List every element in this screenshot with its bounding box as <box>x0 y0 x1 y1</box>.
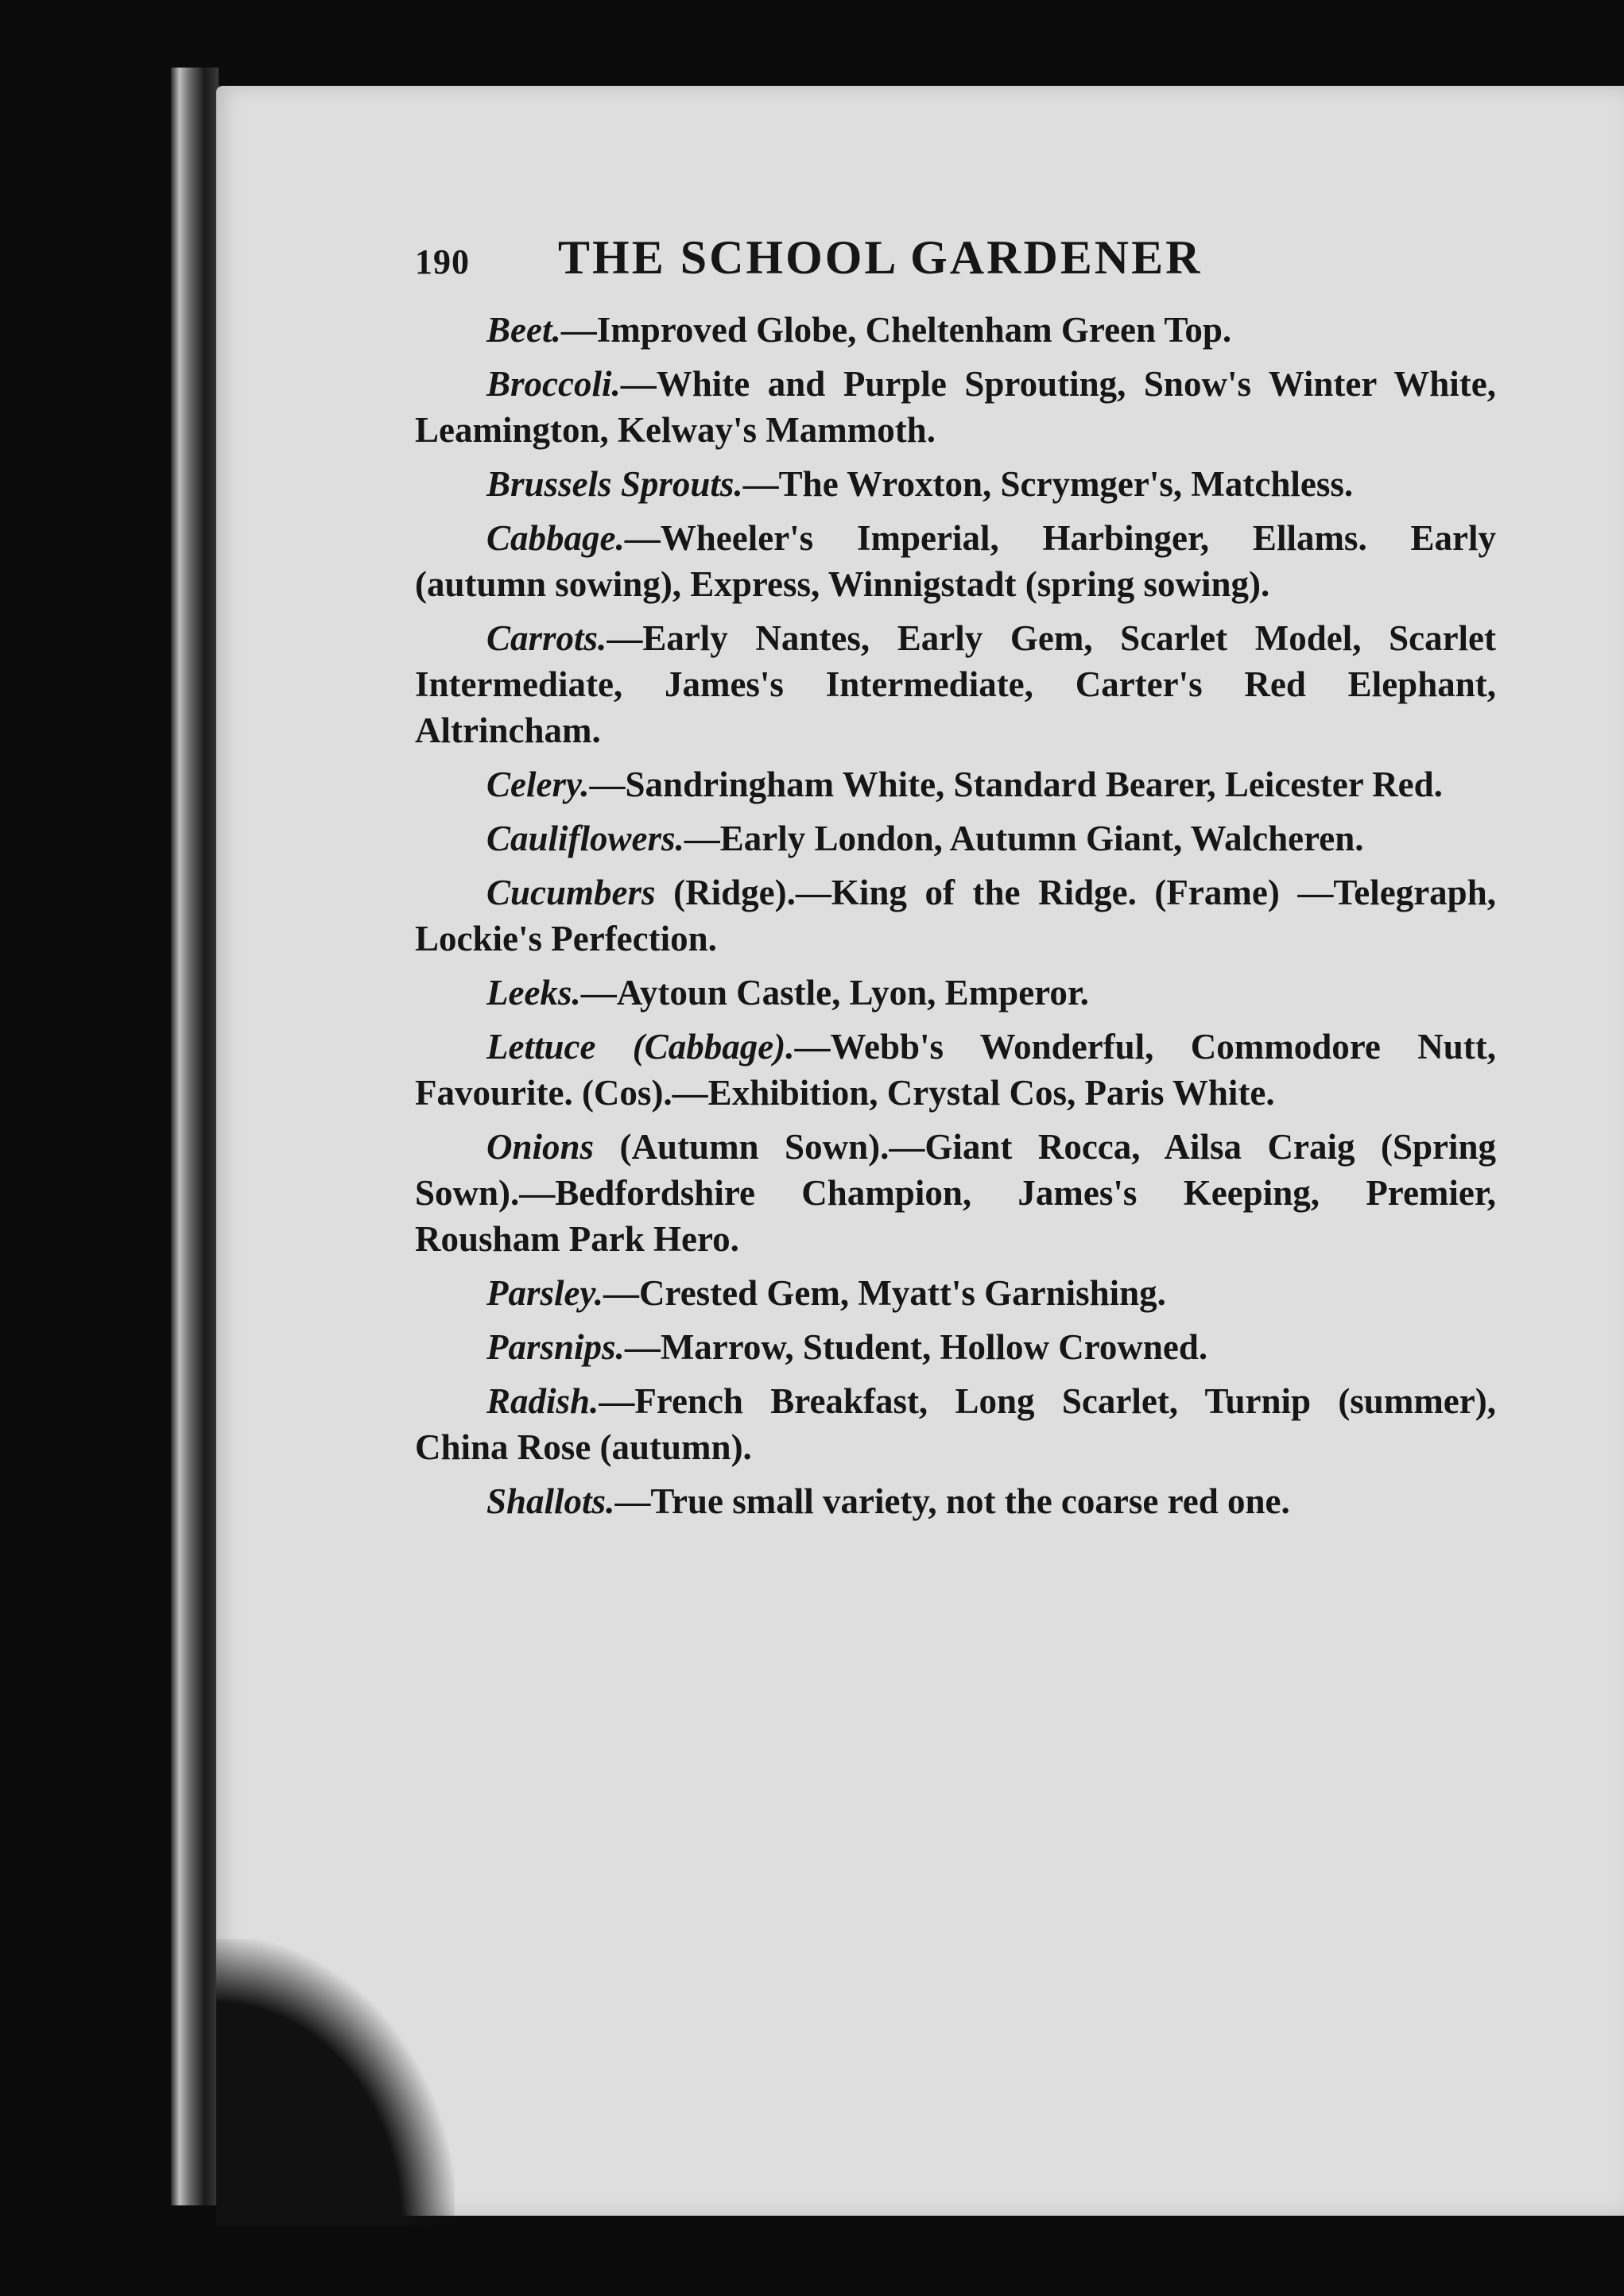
entry-varieties: —Early London, Autumn Giant, Walcheren. <box>684 819 1364 858</box>
vegetable-entry-cabbage <box>415 515 1496 607</box>
entry-name: Cucumbers <box>486 873 656 912</box>
entry-name: Brussels Sprouts. <box>486 464 743 504</box>
vegetable-entry-broccoli <box>415 361 1496 453</box>
page-title: THE SCHOOL GARDENER <box>558 231 1203 284</box>
entry-varieties: —Webb's Wonderful, Commodore Nutt, Favourite. (Cos).—Exhibition, Crystal Cos, Paris White. <box>415 1027 1496 1113</box>
entry-name: Radish. <box>486 1381 599 1421</box>
entry-name: Cabbage. <box>486 518 625 558</box>
entry-name: Parsley. <box>486 1273 604 1313</box>
entry-name: Celery. <box>486 765 590 804</box>
entry-varieties: (Autumn Sown).—Giant Rocca, Ailsa Craig (Spring Sown).—Bedfordshire Champion, James's Keeping, Premier, Rousham Park Hero. <box>415 1127 1496 1259</box>
vegetable-entry-beet <box>415 307 1496 353</box>
entry-varieties: —Early Nantes, Early Gem, Scarlet Model, Scarlet Intermediate, James's Intermediate, Carter's Red Elephant, Altrincham. <box>415 618 1496 750</box>
vegetable-entry-leeks <box>415 970 1496 1016</box>
entry-varieties: —Improved Globe, Cheltenham Green Top. <box>560 310 1232 350</box>
entry-name: Parsnips. <box>486 1327 625 1367</box>
page-corner-shadow <box>216 1939 455 2225</box>
entry-name: Broccoli. <box>486 364 621 404</box>
vegetable-entry-parsley <box>415 1270 1496 1316</box>
entry-name: Leeks. <box>486 973 581 1012</box>
entry-varieties: —Wheeler's Imperial, Harbinger, Ellams. Early (autumn sowing), Express, Winnigstadt (spring sowing). <box>415 518 1496 604</box>
entry-name: Lettuce (Cabbage). <box>486 1027 795 1067</box>
vegetable-entry-onions <box>415 1124 1496 1262</box>
running-head <box>415 230 1496 304</box>
entry-varieties: —White and Purple Sprouting, Snow's Winter White, Leamington, Kelway's Mammoth. <box>415 364 1496 450</box>
entry-name: Beet. <box>486 310 561 350</box>
entry-name: Cauliflowers. <box>486 819 684 858</box>
entry-varieties: —Marrow, Student, Hollow Crowned. <box>624 1327 1208 1367</box>
vegetable-entry-cucumbers <box>415 869 1496 962</box>
vegetable-entry-parsnips <box>415 1324 1496 1370</box>
vegetable-entry-celery <box>415 761 1496 807</box>
vegetable-entry-radish <box>415 1378 1496 1470</box>
entry-varieties: —Aytoun Castle, Lyon, Emperor. <box>580 973 1089 1012</box>
vegetable-entry-carrots <box>415 615 1496 753</box>
entry-varieties: (Ridge).—King of the Ridge. (Frame) —Telegraph, Lockie's Perfection. <box>415 873 1496 958</box>
page-number: 190 <box>415 242 470 281</box>
entry-name: Carrots. <box>486 618 607 658</box>
vegetable-entry-shallots <box>415 1478 1496 1524</box>
entry-name: Onions <box>486 1127 595 1167</box>
entry-varieties: —French Breakfast, Long Scarlet, Turnip (summer), China Rose (autumn). <box>415 1381 1496 1467</box>
vegetable-entry-brussels-sprouts <box>415 461 1496 507</box>
entry-varieties: —The Wroxton, Scrymger's, Matchless. <box>742 464 1354 504</box>
entry-varieties: —Sandringham White, Standard Bearer, Leicester Red. <box>589 765 1443 804</box>
entry-varieties: —True small variety, not the coarse red one. <box>614 1481 1290 1521</box>
entry-varieties: —Crested Gem, Myatt's Garnishing. <box>603 1273 1166 1313</box>
vegetable-entry-lettuce <box>415 1024 1496 1116</box>
book-spine <box>171 68 219 2205</box>
entry-name: Shallots. <box>486 1481 615 1521</box>
page-content <box>415 230 1496 1532</box>
vegetable-entry-cauliflowers <box>415 815 1496 861</box>
